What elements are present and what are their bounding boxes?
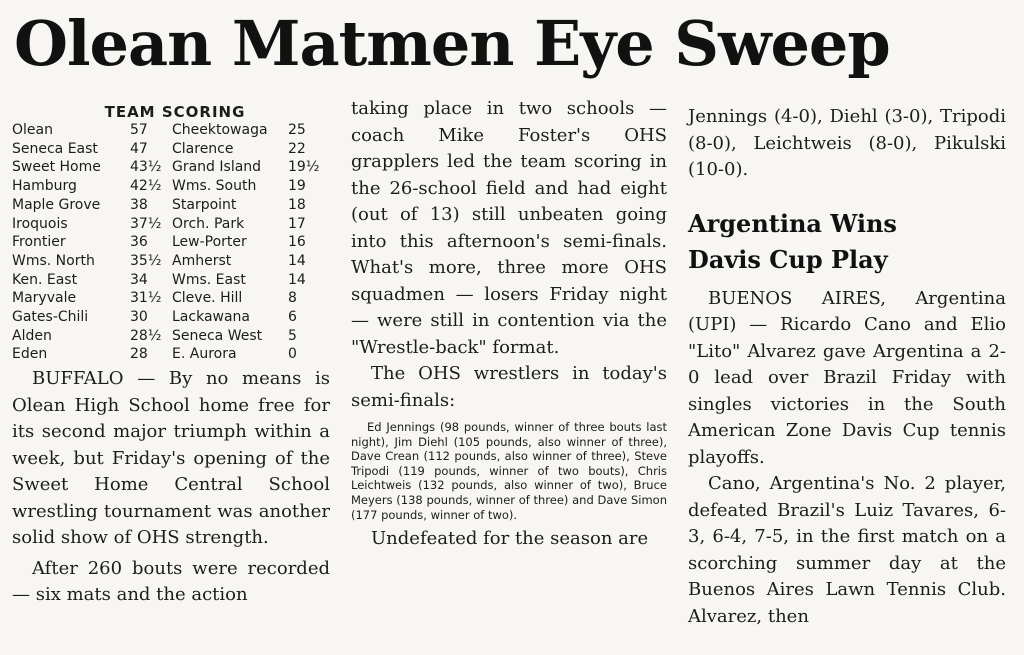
- team-points: 34: [130, 271, 148, 288]
- team-points: 30: [130, 309, 148, 326]
- team-points: 28½: [130, 327, 162, 344]
- team-points: 37½: [130, 215, 162, 232]
- team-name: Lackawana: [172, 309, 250, 326]
- team-entry-left: [12, 252, 172, 271]
- team-name: Amherst: [172, 252, 232, 269]
- team-entry-right: [172, 177, 319, 196]
- team-name: E. Aurora: [172, 346, 237, 363]
- team-scoring-row: [12, 308, 319, 327]
- team-points: 35½: [130, 252, 162, 269]
- article2-headline-line1: Argentina Wins: [688, 208, 897, 238]
- team-entry-left: [12, 289, 172, 308]
- team-points: 19½: [288, 159, 320, 176]
- team-name: Olean: [12, 122, 53, 138]
- team-name: Starpoint: [172, 196, 237, 213]
- team-points: 0: [288, 346, 297, 363]
- team-name: Orch. Park: [172, 215, 245, 232]
- team-entry-right: [172, 308, 319, 327]
- team-scoring-row: [12, 196, 319, 215]
- team-entry-left: [12, 233, 172, 252]
- team-points: 28: [130, 346, 148, 363]
- team-entry-left: [12, 121, 172, 140]
- team-name: Gates-Chili: [12, 309, 89, 326]
- article-paragraph-1: BUFFALO — By no means is Olean High School home free for its second major triumph within a week, but Friday's opening of the Sweet Home Central School wrestling tournament was another solid show of OHS strength.: [12, 368, 330, 549]
- team-name: Ken. East: [12, 271, 78, 288]
- team-entry-right: [172, 140, 319, 159]
- team-entry-left: [12, 215, 172, 234]
- team-entry-left: [12, 158, 172, 177]
- article-paragraph-4b: Jennings (4-0), Diehl (3-0), Tripodi (8-0), Leichtweis (8-0), Pikulski (10-0).: [688, 106, 1006, 180]
- team-entry-left: [12, 177, 172, 196]
- team-scoring-table: [12, 121, 319, 364]
- team-entry-right: [172, 196, 319, 215]
- team-name: Seneca East: [12, 140, 98, 157]
- article2-headline: [688, 206, 1006, 278]
- team-entry-right: [172, 158, 319, 177]
- team-scoring-row: [12, 121, 319, 140]
- team-entry-right: [172, 233, 319, 252]
- team-entry-right: [172, 327, 319, 346]
- team-points: 31½: [130, 290, 162, 307]
- article2-headline-line2: Davis Cup Play: [688, 244, 888, 274]
- team-name: Lew-Porter: [172, 234, 247, 251]
- team-name: Cleve. Hill: [172, 290, 243, 307]
- team-entry-left: [12, 308, 172, 327]
- team-points: 36: [130, 234, 148, 251]
- team-name: Wms. South: [172, 178, 257, 195]
- team-points: 42½: [130, 178, 162, 195]
- team-points: 19: [288, 178, 306, 195]
- column-1: [12, 98, 330, 609]
- team-scoring-row: [12, 252, 319, 271]
- article-paragraph-2b: taking place in two schools — coach Mike Foster's OHS grapplers led the team scoring in the 26-school field and had eight (out of 13) still unbeaten going into this afternoon's semi-finals. What's more, three more OHS squadmen — losers Friday night — were still in contention via the "Wrestle-back" format.: [351, 98, 667, 358]
- team-points: 5: [288, 327, 297, 344]
- team-name: Iroquois: [12, 215, 68, 232]
- team-entry-left: [12, 196, 172, 215]
- team-entry-right: [172, 215, 319, 234]
- team-entry-right: [172, 252, 319, 271]
- team-points: 8: [288, 290, 297, 307]
- team-points: 14: [288, 271, 306, 288]
- team-entry-right: [172, 345, 319, 364]
- team-points: 25: [288, 122, 306, 138]
- team-scoring-row: [12, 140, 319, 159]
- team-scoring-title: TEAM SCORING: [104, 103, 246, 121]
- team-scoring-row: [12, 289, 319, 308]
- team-name: Seneca West: [172, 327, 263, 344]
- team-points: 57: [130, 122, 148, 138]
- team-scoring-row: [12, 327, 319, 346]
- team-points: 22: [288, 140, 306, 157]
- team-scoring-row: [12, 215, 319, 234]
- team-points: 38: [130, 196, 148, 213]
- team-scoring-row: [12, 158, 319, 177]
- team-points: 43½: [130, 159, 162, 176]
- team-name: Wms. North: [12, 252, 95, 269]
- team-points: 6: [288, 309, 297, 326]
- team-name: Clarence: [172, 140, 234, 157]
- team-name: Maple Grove: [12, 196, 101, 213]
- team-name: Wms. East: [172, 271, 246, 288]
- team-name: Maryvale: [12, 290, 77, 307]
- team-entry-left: [12, 271, 172, 290]
- team-points: 47: [130, 140, 148, 157]
- team-entry-left: [12, 327, 172, 346]
- team-points: 16: [288, 234, 306, 251]
- team-name: Cheektowaga: [172, 122, 268, 138]
- semifinalist-list: Ed Jennings (98 pounds, winner of three bouts last night), Jim Diehl (105 pounds, also winner of three), Dave Crean (112 pounds, also winner of three), Steve Tripodi (119 pounds, winner of two bouts), Chris Leichtweis (132 pounds, also winner of two), Bruce Meyers (138 pounds, winner of three) and Dave Simon (177 pounds, winner of two).: [351, 420, 667, 522]
- team-entry-right: [172, 271, 319, 290]
- team-entry-left: [12, 345, 172, 364]
- team-name: Hamburg: [12, 178, 77, 195]
- article2-paragraph-2: Cano, Argentina's No. 2 player, defeated Brazil's Luiz Tavares, 6-3, 6-4, 7-5, in the first match on a scorching summer day at the Buenos Aires Lawn Tennis Club. Alvarez, then: [688, 473, 1006, 627]
- team-name: Frontier: [12, 234, 66, 251]
- team-name: Eden: [12, 346, 48, 363]
- article-paragraph-4a: Undefeated for the season are: [371, 528, 649, 550]
- headline: Olean Matmen Eye Sweep: [14, 7, 890, 80]
- team-entry-right: [172, 289, 319, 308]
- team-scoring-row: [12, 233, 319, 252]
- column-2: [351, 98, 667, 553]
- team-points: 18: [288, 196, 306, 213]
- team-entry-left: [12, 140, 172, 159]
- team-name: Grand Island: [172, 159, 262, 176]
- article-paragraph-2a: After 260 bouts were recorded — six mats and the action: [12, 557, 330, 606]
- team-points: 17: [288, 215, 306, 232]
- team-scoring-row: [12, 345, 319, 364]
- article2-paragraph-1: BUENOS AIRES, Argentina (UPI) — Ricardo Cano and Elio "Lito" Alvarez gave Argentina a 2-0 lead over Brazil Friday with singles victories in the South American Zone Davis Cup tennis playoffs.: [688, 287, 1006, 468]
- team-name: Alden: [12, 327, 52, 344]
- column-3: [688, 98, 1006, 630]
- team-entry-right: [172, 121, 319, 140]
- team-name: Sweet Home: [12, 159, 101, 176]
- team-scoring-row: [12, 177, 319, 196]
- team-scoring-row: [12, 271, 319, 290]
- team-points: 14: [288, 252, 306, 269]
- article-paragraph-3: The OHS wrestlers in today's semi-finals:: [351, 363, 667, 411]
